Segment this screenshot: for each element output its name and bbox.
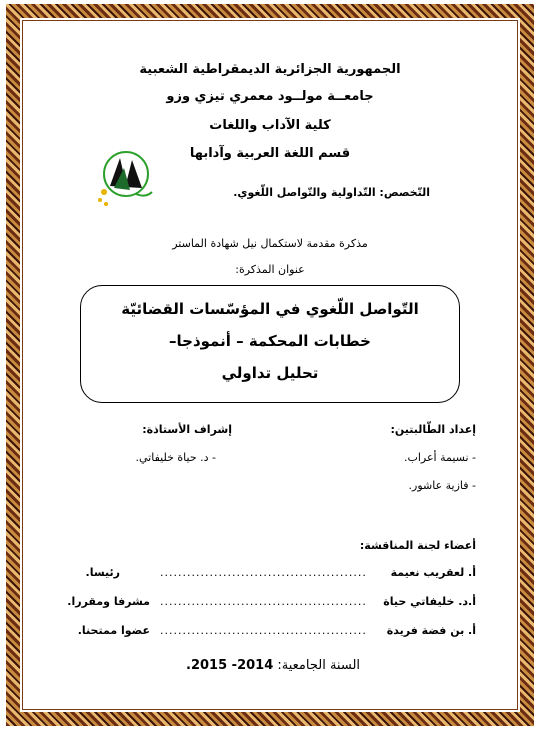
thesis-title-line-1: التّواصل اللّغوي في المؤسّسات القضائيّة <box>121 300 419 318</box>
dotted-leader: .............................................. <box>160 624 367 637</box>
dotted-leader: .............................................. <box>160 595 367 608</box>
thesis-title-line-2: خطابات المحكمة – أنموذجا– <box>169 332 371 350</box>
committee-member-1-name: أ. لعقريب نعيمة <box>390 566 476 579</box>
academic-year-label: السنة الجامعية: <box>277 658 361 673</box>
dotted-leader: .............................................. <box>160 566 367 579</box>
thesis-title-box <box>80 285 460 403</box>
republic-heading: الجمهورية الجزائرية الديمقراطية الشعبية <box>139 62 401 77</box>
committee-heading: أعضاء لجنة المناقشة: <box>359 539 476 552</box>
supervisor-heading: إشراف الأستاذة: <box>142 423 232 436</box>
academic-year-value: 2014- 2015. <box>186 658 274 673</box>
supervisor-name: - د. حياة خليفاتي. <box>135 451 216 464</box>
title-label: عنوان المذكرة: <box>235 263 305 276</box>
university-logo <box>96 148 160 210</box>
university-heading: جامعــة مولــود معمري تيزي وزو <box>166 89 374 104</box>
thesis-title-line-3: تحليل تداولي <box>221 364 319 382</box>
specialty-line: التّخصص: التّداولية والتّواصل اللّغوي. <box>233 186 430 199</box>
students-heading: إعداد الطّالبتين: <box>390 423 476 436</box>
committee-member-2-role: مشرفا ومقررا. <box>67 595 150 608</box>
committee-member-1-role: رئيسا. <box>85 566 120 579</box>
academic-year <box>186 658 360 673</box>
committee-member-3-role: عضوا ممتحنا. <box>77 624 150 637</box>
student-name-1: - نسيمة أعراب. <box>403 451 476 464</box>
committee-member-2-name: أ.د. خليفاتي حياة <box>383 595 476 608</box>
committee-member-3-name: أ. بن فضة فريدة <box>386 624 476 637</box>
thesis-note: مذكرة مقدمة لاستكمال نيل شهادة الماستر <box>172 237 368 250</box>
department-heading: قسم اللغة العربية وآدابها <box>189 146 351 161</box>
faculty-heading: كلية الآداب واللغات <box>209 118 331 133</box>
student-name-2: - فازية عاشور. <box>408 479 476 492</box>
